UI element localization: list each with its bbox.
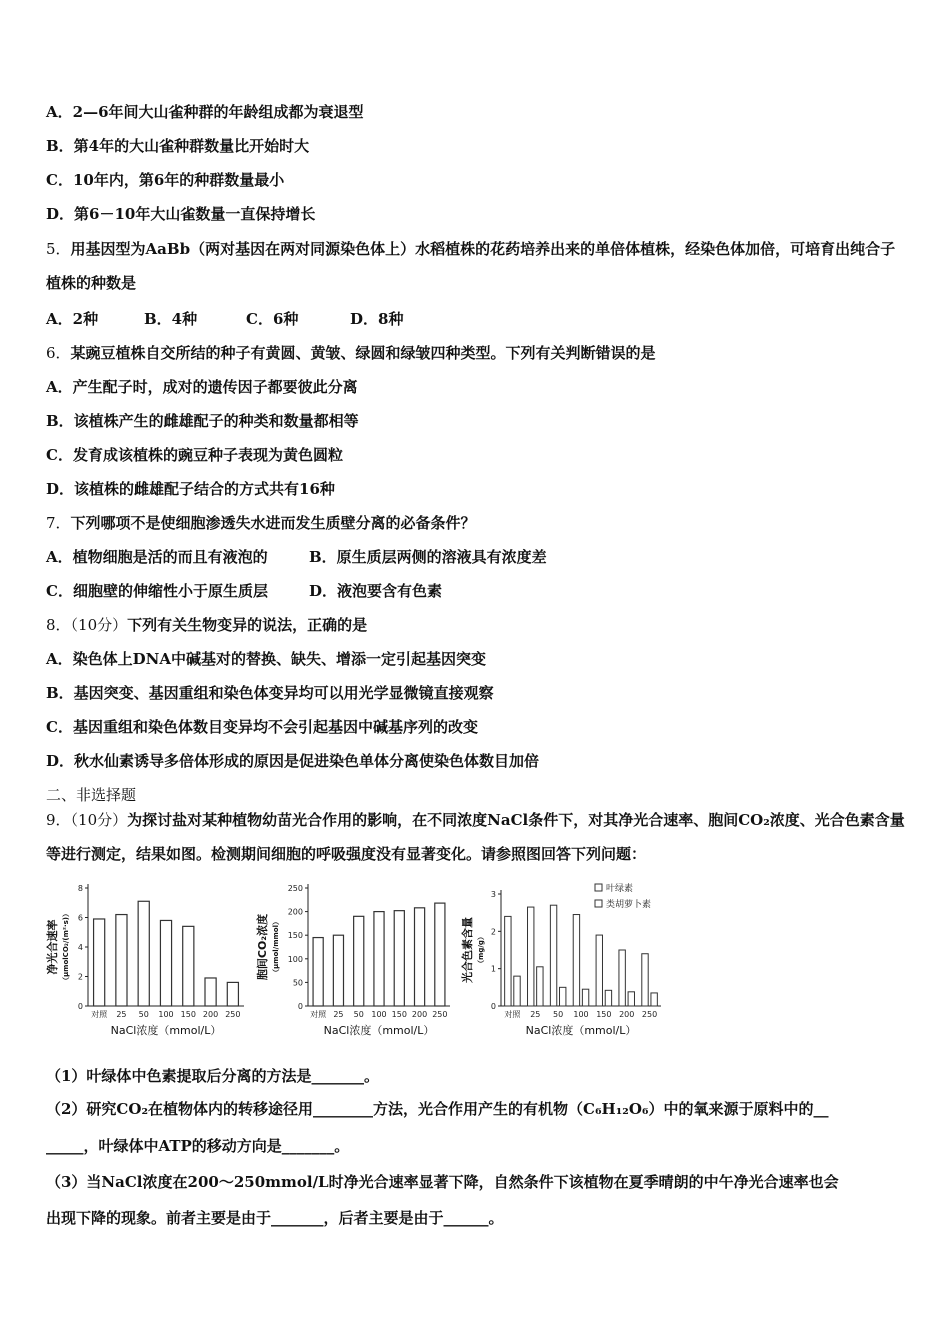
q8-option-d: D．秋水仙素诱导多倍体形成的原因是促进染色单体分离使染色体数目加倍 xyxy=(46,752,540,770)
q4-option-a: A．2—6年间大山雀种群的年龄组成都为衰退型 xyxy=(46,103,364,121)
q5-option-b: B．4种 xyxy=(144,310,198,328)
x-axis-label: NaCl浓度（mmol/L） xyxy=(323,1024,435,1037)
q6-stem xyxy=(46,342,656,363)
q6-option-d: D．该植株的雌雄配子结合的方式共有16种 xyxy=(46,480,335,498)
q5-stem xyxy=(46,232,906,300)
bar-carotenoid xyxy=(560,987,566,1006)
q9-number: 9． xyxy=(46,811,71,829)
q9-sub3-line2: 出现下降的现象。前者主要是由于_______，后者主要是由于______。 xyxy=(46,1209,504,1227)
y-axis-label: 胞间CO₂浓度 xyxy=(256,913,269,981)
bar-carotenoid xyxy=(605,990,611,1006)
q7-option-a: A．植物细胞是活的而且有液泡的 xyxy=(46,548,268,566)
q7-options-row2 xyxy=(46,580,442,601)
x-tick-label: 100 xyxy=(573,1010,589,1019)
x-tick-label: 对照 xyxy=(310,1010,327,1019)
y-tick-label: 4 xyxy=(77,943,83,952)
x-tick-label: 25 xyxy=(333,1010,344,1019)
bar-carotenoid xyxy=(537,967,543,1006)
y-axis-unit: （μmolCO₂/(m²·s)） xyxy=(62,910,70,984)
x-tick-label: 50 xyxy=(138,1010,149,1019)
x-tick-label: 100 xyxy=(371,1010,387,1019)
bar xyxy=(333,935,343,1006)
y-tick-label: 2 xyxy=(490,927,496,937)
q9-score: （10分） xyxy=(70,811,128,829)
bar xyxy=(394,911,404,1006)
q4-option-c: C．10年内，第6年的种群数量最小 xyxy=(46,171,285,189)
legend-swatch xyxy=(595,900,602,907)
x-tick-label: 200 xyxy=(202,1010,219,1019)
legend-label: 叶绿素 xyxy=(606,884,634,894)
bar xyxy=(183,926,194,1006)
bar xyxy=(205,978,216,1006)
q8-option-c: C．基因重组和染色体数目变异均不会引起基因中碱基序列的改变 xyxy=(46,718,478,736)
q7-options-row1 xyxy=(46,546,547,567)
chart-net-photosynthesis xyxy=(46,878,256,1048)
bar xyxy=(94,919,105,1006)
q4-option-b: B．第4年的大山雀种群数量比开始时大 xyxy=(46,137,310,155)
y-axis-label: 净光合速率 xyxy=(46,919,59,975)
bar-chlorophyll xyxy=(528,907,534,1006)
q6-option-a: A．产生配子时，成对的遗传因子都要彼此分离 xyxy=(46,378,358,396)
x-tick-label: 50 xyxy=(353,1010,364,1019)
q9-stem xyxy=(46,803,906,871)
q8-stem-text: 下列有关生物变异的说法，正确的是 xyxy=(127,616,368,634)
bar xyxy=(138,901,149,1006)
q5-option-d: D．8种 xyxy=(350,310,404,328)
q8-stem xyxy=(46,614,367,635)
bar-chlorophyll xyxy=(596,935,602,1006)
x-tick-label: 100 xyxy=(158,1010,174,1019)
y-axis-label: 光合色素含量 xyxy=(461,917,474,983)
section-heading: 二、非选择题 xyxy=(46,786,137,804)
y-axis-unit: （mg/g） xyxy=(477,933,485,967)
q6-option-c: C．发育成该植株的豌豆种子表现为黄色圆粒 xyxy=(46,446,343,464)
bar xyxy=(116,915,127,1006)
bar-chlorophyll xyxy=(619,950,625,1006)
bar xyxy=(313,938,323,1006)
q7-option-c: C．细胞壁的伸缩性小于原生质层 xyxy=(46,582,268,600)
x-axis-label: NaCl浓度（mmol/L） xyxy=(525,1024,637,1037)
q5-options xyxy=(46,308,403,329)
x-tick-label: 250 xyxy=(641,1010,658,1019)
q7-option-b: B．原生质层两侧的溶液具有浓度差 xyxy=(309,548,547,566)
x-tick-label: 250 xyxy=(225,1010,241,1019)
q9-sub2-line2: _____，叶绿体中ATP的移动方向是_______。 xyxy=(46,1137,350,1155)
bar xyxy=(415,908,425,1006)
bar-carotenoid xyxy=(582,989,588,1006)
x-tick-label: 50 xyxy=(553,1010,564,1019)
q9-sub1: （1）叶绿体中色素提取后分离的方法是_______。 xyxy=(46,1067,379,1085)
bar-chlorophyll xyxy=(505,916,511,1006)
x-tick-label: 250 xyxy=(432,1010,448,1019)
bar-carotenoid xyxy=(651,993,657,1006)
q9-stem-text: 为探讨盐对某种植物幼苗光合作用的影响，在不同浓度NaCl条件下，对其净光合速率、胞间CO₂浓度、光合色素含量等进行测定，结果如图。检测期间细胞的呼吸强度没有显著变化。请参照图回答下列问题： xyxy=(46,811,905,863)
chart-pigment-content xyxy=(461,878,671,1048)
q6-option-b: B．该植株产生的雌雄配子的种类和数量都相等 xyxy=(46,412,359,430)
x-tick-label: 对照 xyxy=(91,1010,108,1019)
bar-carotenoid xyxy=(514,976,520,1006)
x-tick-label: 200 xyxy=(619,1010,635,1019)
q6-number: 6． xyxy=(46,344,71,362)
y-tick-label: 3 xyxy=(490,890,496,899)
q7-stem xyxy=(46,512,476,533)
q5-number: 5． xyxy=(46,240,71,258)
q8-score: （10分） xyxy=(70,616,128,634)
q8-number: 8． xyxy=(46,616,71,634)
q9-sub2-line1: （2）研究CO₂在植物体内的转移途径用________方法，光合作用产生的有机物（C₆H₁₂O₆）中的氧来源于原料中的__ xyxy=(46,1100,829,1118)
y-tick-label: 6 xyxy=(77,913,83,923)
q5-option-c: C．6种 xyxy=(246,310,299,328)
legend-swatch xyxy=(595,884,602,891)
chart-intercellular-co2 xyxy=(256,878,461,1048)
y-tick-label: 150 xyxy=(287,931,303,941)
bar-carotenoid xyxy=(628,992,634,1006)
x-tick-label: 200 xyxy=(411,1010,428,1019)
bar xyxy=(435,903,445,1006)
q7-option-d: D．液泡要含有色素 xyxy=(309,582,443,600)
legend-label: 类胡萝卜素 xyxy=(606,900,652,910)
q5-option-a: A．2种 xyxy=(46,310,99,328)
y-tick-label: 50 xyxy=(292,978,303,988)
x-tick-label: 150 xyxy=(596,1010,612,1019)
q8-option-b: B．基因突变、基因重组和染色体变异均可以用光学显微镜直接观察 xyxy=(46,684,494,702)
bar-chlorophyll xyxy=(573,915,579,1006)
bar xyxy=(227,982,238,1006)
x-tick-label: 25 xyxy=(530,1010,541,1019)
q6-stem-text: 某豌豆植株自交所结的种子有黄圆、黄皱、绿圆和绿皱四种类型。下列有关判断错误的是 xyxy=(70,344,656,362)
q4-option-d: D．第6－10年大山雀数量一直保持增长 xyxy=(46,205,316,223)
y-tick-label: 200 xyxy=(287,907,303,917)
bar xyxy=(160,920,171,1006)
y-tick-label: 2 xyxy=(77,972,83,982)
y-tick-label: 8 xyxy=(77,884,83,893)
bar xyxy=(354,916,364,1006)
y-tick-label: 0 xyxy=(490,1002,496,1011)
q9-sub3-line1: （3）当NaCl浓度在200～250mmol/L时净光合速率显著下降，自然条件下该植物在夏季晴朗的中午净光合速率也会 xyxy=(46,1173,839,1191)
q5-stem-text: 用基因型为AaBb（两对基因在两对同源染色体上）水稻植株的花药培养出来的单倍体植株，经染色体加倍，可培育出纯合子植株的种数是 xyxy=(46,240,896,292)
y-tick-label: 100 xyxy=(287,954,303,964)
q7-number: 7． xyxy=(46,514,71,532)
bar-chlorophyll xyxy=(642,954,648,1006)
q7-stem-text: 下列哪项不是使细胞渗透失水进而发生质壁分离的必备条件？ xyxy=(70,514,476,532)
y-tick-label: 1 xyxy=(490,964,496,974)
y-axis-unit: （μmol/mmol） xyxy=(272,917,280,977)
y-tick-label: 0 xyxy=(77,1002,83,1011)
bar-chlorophyll xyxy=(550,905,556,1006)
x-tick-label: 对照 xyxy=(504,1010,521,1019)
x-axis-label: NaCl浓度（mmol/L） xyxy=(110,1024,222,1037)
bar xyxy=(374,912,384,1006)
x-tick-label: 25 xyxy=(116,1010,127,1019)
q8-option-a: A．染色体上DNA中碱基对的替换、缺失、增添一定引起基因突变 xyxy=(46,650,486,668)
x-tick-label: 150 xyxy=(391,1010,407,1019)
x-tick-label: 150 xyxy=(180,1010,196,1019)
y-tick-label: 250 xyxy=(287,884,303,893)
y-tick-label: 0 xyxy=(297,1002,303,1011)
